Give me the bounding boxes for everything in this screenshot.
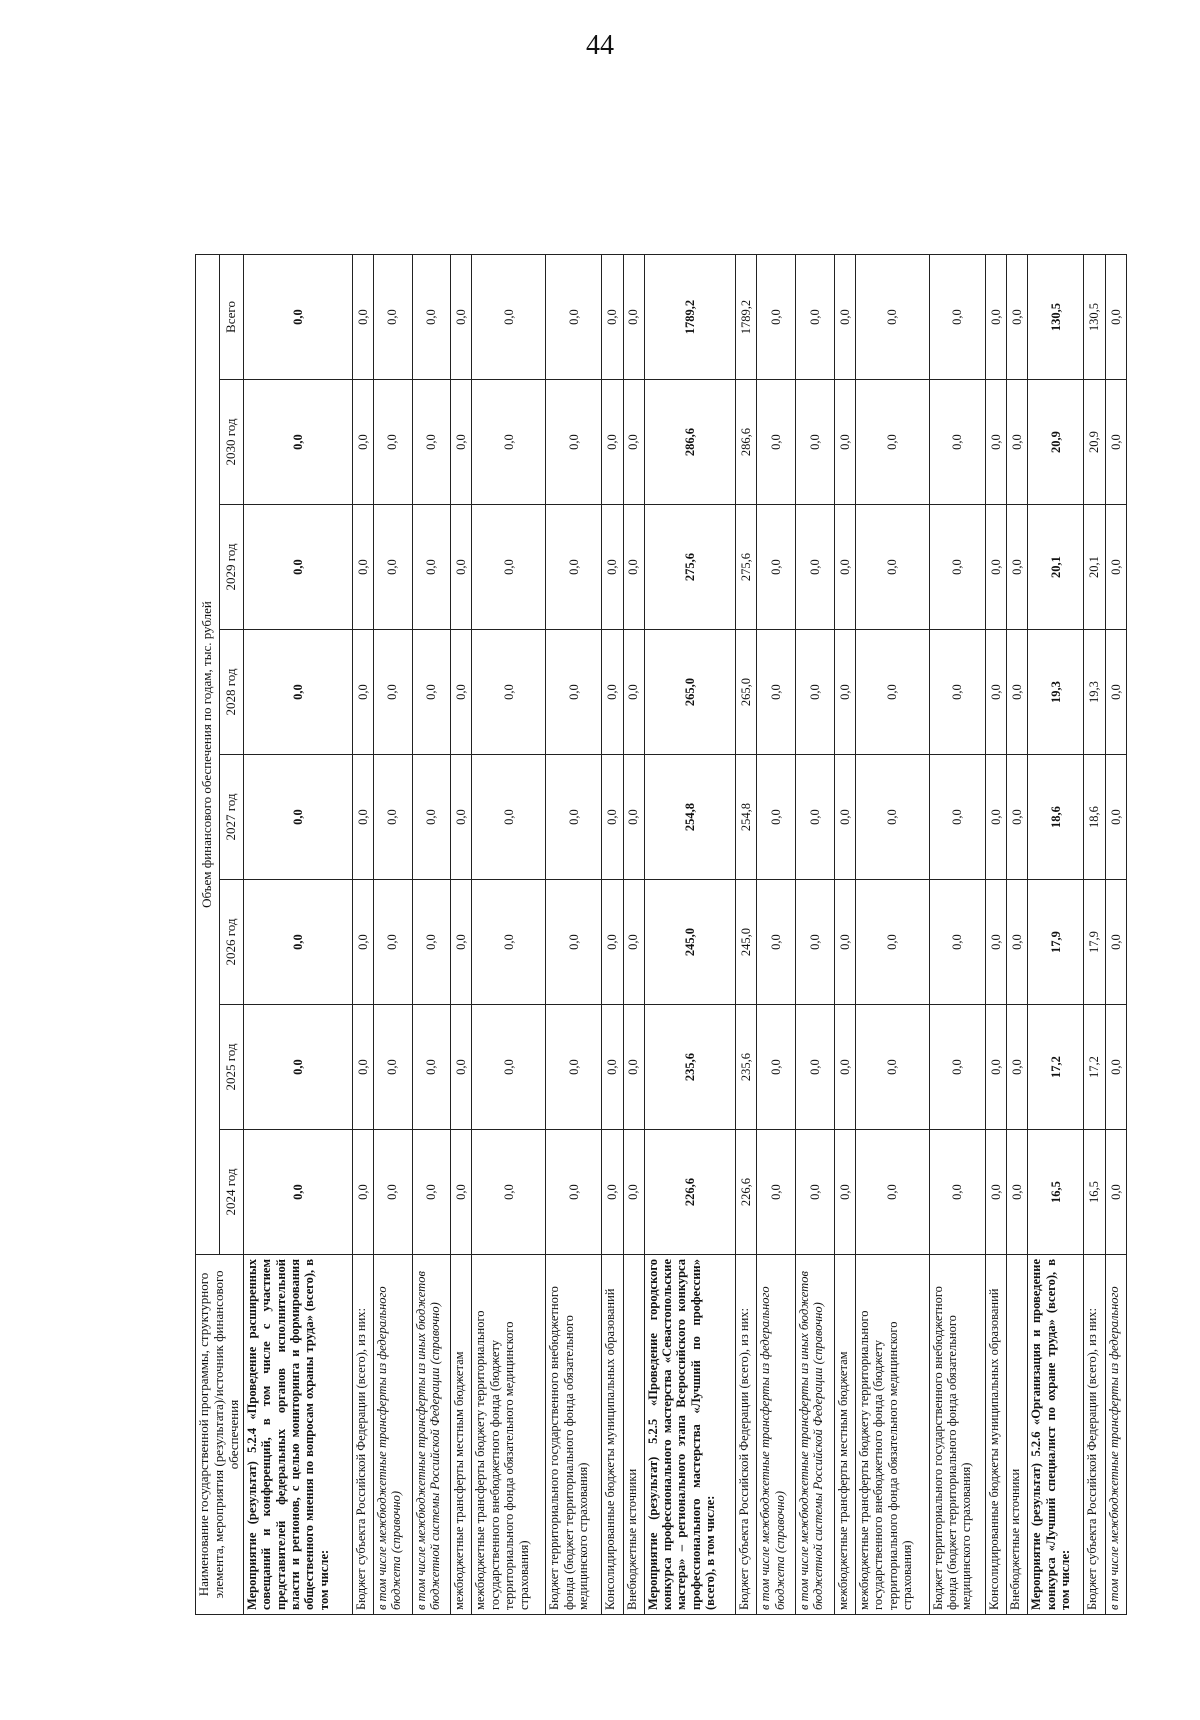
cell-value: 19,3: [1028, 630, 1084, 755]
cell-value: 0,0: [834, 880, 855, 1005]
cell-value: 18,6: [1084, 755, 1105, 880]
row-label: Бюджет территориального государственного внебюджетного фонда (бюджет территориального фонда обязательного медицинского страхования): [929, 1255, 985, 1615]
cell-value: 0,0: [373, 505, 412, 630]
cell-value: 0,0: [352, 380, 373, 505]
cell-value: 0,0: [451, 880, 472, 1005]
cell-value: 0,0: [546, 755, 602, 880]
cell-value: 0,0: [1006, 380, 1027, 505]
header-year: 2026 год: [219, 880, 243, 1005]
cell-value: 0,0: [602, 505, 623, 630]
cell-value: 265,0: [736, 630, 757, 755]
row-label: Бюджет территориального государственного внебюджетного фонда (бюджет территориального фонда обязательного медицинского страхования): [546, 1255, 602, 1615]
cell-value: 18,6: [1028, 755, 1084, 880]
cell-value: 0,0: [929, 505, 985, 630]
table-row: [373, 254, 412, 1614]
cell-value: 20,9: [1084, 380, 1105, 505]
cell-value: 0,0: [834, 380, 855, 505]
cell-value: 20,9: [1028, 380, 1084, 505]
row-label: Консолидированные бюджеты муниципальных образований: [985, 1255, 1006, 1615]
cell-value: 0,0: [929, 1005, 985, 1130]
cell-value: 0,0: [1006, 1005, 1027, 1130]
table-row: [985, 254, 1006, 1614]
cell-value: 0,0: [795, 1130, 834, 1255]
row-label: межбюджетные трансферты местным бюджетам: [834, 1255, 855, 1615]
cell-value: 0,0: [757, 880, 796, 1005]
cell-value: 17,2: [1028, 1005, 1084, 1130]
cell-value: 0,0: [855, 1130, 929, 1255]
row-label: Бюджет субъекта Российской Федерации (всего), из них:: [352, 1255, 373, 1615]
cell-value: 0,0: [834, 630, 855, 755]
header-total: Всего: [219, 254, 243, 379]
cell-value: 0,0: [373, 755, 412, 880]
table-row: [1006, 254, 1027, 1614]
cell-value: 0,0: [623, 880, 644, 1005]
row-label: Мероприятие (результат) 5.2.5 «Проведение городского конкурса профессионального мастерства «Севастопольские мастера» – регионального этапа Всероссийского конкурса профессионального мастерства «Лучший по профессии» (всего), в том числе:: [644, 1255, 735, 1615]
cell-value: 0,0: [451, 1005, 472, 1130]
cell-value: 226,6: [644, 1130, 735, 1255]
cell-value: 0,0: [412, 630, 451, 755]
cell-value: 0,0: [602, 380, 623, 505]
cell-value: 0,0: [352, 880, 373, 1005]
page-number: 44: [586, 30, 614, 61]
cell-total: 130,5: [1028, 254, 1084, 379]
cell-value: 0,0: [472, 1005, 546, 1130]
cell-value: 0,0: [1105, 505, 1126, 630]
cell-total: 0,0: [834, 254, 855, 379]
cell-value: 0,0: [602, 1130, 623, 1255]
cell-value: 0,0: [1006, 505, 1027, 630]
cell-value: 0,0: [855, 380, 929, 505]
table-row: [546, 254, 602, 1614]
cell-total: 0,0: [929, 254, 985, 379]
cell-value: 0,0: [757, 380, 796, 505]
cell-value: 16,5: [1028, 1130, 1084, 1255]
cell-value: 0,0: [451, 755, 472, 880]
cell-value: 0,0: [855, 630, 929, 755]
cell-value: 0,0: [546, 880, 602, 1005]
cell-value: 0,0: [1006, 755, 1027, 880]
cell-value: 20,1: [1084, 505, 1105, 630]
cell-value: 0,0: [243, 880, 352, 1005]
cell-value: 0,0: [985, 880, 1006, 1005]
cell-value: 0,0: [243, 1005, 352, 1130]
cell-value: 0,0: [795, 880, 834, 1005]
row-label: Внебюджетные источники: [623, 1255, 644, 1615]
cell-value: 265,0: [644, 630, 735, 755]
cell-value: 0,0: [855, 880, 929, 1005]
cell-value: 0,0: [472, 380, 546, 505]
cell-total: 0,0: [623, 254, 644, 379]
cell-value: 0,0: [757, 1005, 796, 1130]
cell-total: 1789,2: [736, 254, 757, 379]
cell-value: 0,0: [373, 880, 412, 1005]
cell-value: 0,0: [602, 1005, 623, 1130]
cell-value: 0,0: [985, 755, 1006, 880]
row-label: Бюджет субъекта Российской Федерации (всего), из них:: [1084, 1255, 1105, 1615]
cell-total: 0,0: [546, 254, 602, 379]
cell-value: 0,0: [929, 380, 985, 505]
cell-value: 17,9: [1028, 880, 1084, 1005]
cell-value: 0,0: [546, 1005, 602, 1130]
cell-total: 0,0: [1105, 254, 1126, 379]
cell-value: 0,0: [929, 1130, 985, 1255]
cell-total: 0,0: [855, 254, 929, 379]
cell-value: 0,0: [373, 630, 412, 755]
table-row-activity: [1028, 254, 1084, 1614]
cell-value: 0,0: [243, 755, 352, 880]
cell-value: 0,0: [412, 1005, 451, 1130]
cell-value: 235,6: [644, 1005, 735, 1130]
cell-value: 0,0: [757, 1130, 796, 1255]
table-row: [451, 254, 472, 1614]
header-year: 2029 год: [219, 505, 243, 630]
cell-value: 0,0: [1105, 880, 1126, 1005]
row-label: в том числе межбюджетные трансферты из иных бюджетов бюджетной системы Российской Федерации (справочно): [795, 1255, 834, 1615]
cell-value: 0,0: [623, 505, 644, 630]
cell-value: 0,0: [352, 1130, 373, 1255]
cell-value: 0,0: [855, 1005, 929, 1130]
row-label: Мероприятие (результат) 5.2.4 «Проведение расширенных совещаний и конференций, в том числе с участием представителей федеральных органов исполнительной власти и регионов, с целью мониторинга и формирования общественного мнения по вопросам охраны труда» (всего), в том числе:: [243, 1255, 352, 1615]
cell-value: 0,0: [795, 630, 834, 755]
cell-value: 0,0: [546, 380, 602, 505]
cell-value: 0,0: [352, 630, 373, 755]
cell-value: 0,0: [985, 505, 1006, 630]
cell-value: 0,0: [451, 380, 472, 505]
row-label: межбюджетные трансферты бюджету территориального государственного внебюджетного фонда (бюджету территориального фонда обязательного медицинского страхования): [472, 1255, 546, 1615]
cell-value: 0,0: [929, 755, 985, 880]
cell-value: 0,0: [623, 1130, 644, 1255]
cell-value: 0,0: [1105, 380, 1126, 505]
row-label: Внебюджетные источники: [1006, 1255, 1027, 1615]
cell-value: 0,0: [412, 755, 451, 880]
cell-value: 17,9: [1084, 880, 1105, 1005]
cell-value: 0,0: [834, 1130, 855, 1255]
table-row: [1105, 254, 1126, 1614]
cell-value: 0,0: [985, 380, 1006, 505]
row-label: межбюджетные трансферты бюджету территориального государственного внебюджетного фонда (бюджету территориального фонда обязательного медицинского страхования): [855, 1255, 929, 1615]
cell-total: 1789,2: [644, 254, 735, 379]
cell-value: 20,1: [1028, 505, 1084, 630]
table-row: [352, 254, 373, 1614]
cell-value: 0,0: [451, 630, 472, 755]
cell-value: 0,0: [602, 880, 623, 1005]
cell-value: 0,0: [373, 1005, 412, 1130]
cell-value: 0,0: [623, 1005, 644, 1130]
cell-value: 0,0: [623, 380, 644, 505]
cell-value: 0,0: [472, 880, 546, 1005]
row-label: в том числе межбюджетные трансферты из федерального бюджета (справочно): [373, 1255, 412, 1615]
cell-total: 0,0: [352, 254, 373, 379]
cell-value: 0,0: [412, 505, 451, 630]
cell-value: 17,2: [1084, 1005, 1105, 1130]
cell-value: 0,0: [757, 630, 796, 755]
cell-value: 0,0: [412, 1130, 451, 1255]
cell-value: 0,0: [472, 630, 546, 755]
rotated-table-container: [195, 255, 1123, 1615]
financing-table: [195, 254, 1127, 1615]
header-year: 2025 год: [219, 1005, 243, 1130]
cell-value: 0,0: [602, 755, 623, 880]
header-year: 2028 год: [219, 630, 243, 755]
cell-total: 0,0: [795, 254, 834, 379]
cell-value: 16,5: [1084, 1130, 1105, 1255]
cell-value: 0,0: [243, 505, 352, 630]
cell-value: 0,0: [1006, 630, 1027, 755]
header-name-column: Наименование государственной программы, структурного элемента, мероприятия (результата)/источник финансового обеспечения: [196, 1255, 244, 1615]
cell-value: 0,0: [795, 505, 834, 630]
cell-value: 0,0: [373, 380, 412, 505]
cell-value: 0,0: [1006, 1130, 1027, 1255]
row-label: Мероприятие (результат) 5.2.6 «Организация и проведение конкурса «Лучший специалист по охране труда» (всего), в том числе:: [1028, 1255, 1084, 1615]
cell-value: 0,0: [834, 1005, 855, 1130]
row-label: в том числе межбюджетные трансферты из федерального: [1105, 1255, 1126, 1615]
row-label: Бюджет субъекта Российской Федерации (всего), из них:: [736, 1255, 757, 1615]
cell-value: 226,6: [736, 1130, 757, 1255]
table-row: [795, 254, 834, 1614]
table-row: [929, 254, 985, 1614]
cell-total: 0,0: [412, 254, 451, 379]
cell-value: 275,6: [644, 505, 735, 630]
cell-value: 0,0: [929, 630, 985, 755]
table-row: [834, 254, 855, 1614]
cell-value: 0,0: [985, 1130, 1006, 1255]
cell-value: 0,0: [1105, 630, 1126, 755]
table-row: [623, 254, 644, 1614]
row-label: межбюджетные трансферты местным бюджетам: [451, 1255, 472, 1615]
cell-value: 0,0: [546, 630, 602, 755]
cell-value: 0,0: [985, 630, 1006, 755]
cell-total: 0,0: [1006, 254, 1027, 379]
cell-value: 0,0: [546, 1130, 602, 1255]
table-row-activity: [644, 254, 735, 1614]
header-row-group: [196, 254, 220, 1614]
cell-value: 0,0: [472, 1130, 546, 1255]
header-funding-group: Объем финансового обеспечения по годам, тыс. рублей: [196, 254, 220, 1254]
cell-value: 0,0: [795, 1005, 834, 1130]
cell-value: 0,0: [602, 630, 623, 755]
cell-total: 0,0: [243, 254, 352, 379]
cell-value: 0,0: [1105, 1005, 1126, 1130]
cell-value: 0,0: [1105, 755, 1126, 880]
header-year: 2030 год: [219, 380, 243, 505]
cell-total: 0,0: [985, 254, 1006, 379]
header-year: 2027 год: [219, 755, 243, 880]
table-row: [1084, 254, 1105, 1614]
table-row: [602, 254, 623, 1614]
cell-value: 0,0: [834, 505, 855, 630]
cell-total: 0,0: [472, 254, 546, 379]
cell-value: 0,0: [795, 755, 834, 880]
cell-value: 235,6: [736, 1005, 757, 1130]
cell-value: 245,0: [644, 880, 735, 1005]
cell-value: 0,0: [373, 1130, 412, 1255]
cell-value: 0,0: [834, 755, 855, 880]
cell-value: 0,0: [795, 380, 834, 505]
table-row-activity: [243, 254, 352, 1614]
cell-total: 0,0: [451, 254, 472, 379]
cell-value: 0,0: [243, 1130, 352, 1255]
cell-value: 0,0: [352, 505, 373, 630]
cell-value: 0,0: [472, 505, 546, 630]
cell-value: 0,0: [352, 1005, 373, 1130]
cell-value: 0,0: [352, 755, 373, 880]
cell-value: 0,0: [243, 630, 352, 755]
cell-value: 0,0: [623, 755, 644, 880]
cell-value: 254,8: [644, 755, 735, 880]
cell-value: 0,0: [623, 630, 644, 755]
table-row: [736, 254, 757, 1614]
table-row: [412, 254, 451, 1614]
cell-value: 0,0: [546, 505, 602, 630]
cell-value: 0,0: [451, 505, 472, 630]
cell-value: 0,0: [1105, 1130, 1126, 1255]
cell-value: 0,0: [412, 380, 451, 505]
cell-value: 0,0: [472, 755, 546, 880]
cell-value: 19,3: [1084, 630, 1105, 755]
cell-value: 0,0: [1006, 880, 1027, 1005]
cell-value: 0,0: [929, 880, 985, 1005]
cell-value: 0,0: [451, 1130, 472, 1255]
header-year: 2024 год: [219, 1130, 243, 1255]
table-row: [757, 254, 796, 1614]
cell-total: 0,0: [757, 254, 796, 379]
table-body: [243, 254, 1126, 1614]
cell-value: 0,0: [757, 505, 796, 630]
cell-value: 254,8: [736, 755, 757, 880]
cell-value: 286,6: [644, 380, 735, 505]
cell-value: 245,0: [736, 880, 757, 1005]
cell-total: 0,0: [373, 254, 412, 379]
cell-value: 0,0: [757, 755, 796, 880]
cell-value: 286,6: [736, 380, 757, 505]
table-row: [472, 254, 546, 1614]
cell-value: 0,0: [855, 755, 929, 880]
cell-value: 0,0: [985, 1005, 1006, 1130]
cell-value: 275,6: [736, 505, 757, 630]
cell-total: 130,5: [1084, 254, 1105, 379]
row-label: в том числе межбюджетные трансферты из иных бюджетов бюджетной системы Российской Федерации (справочно): [412, 1255, 451, 1615]
table-row: [855, 254, 929, 1614]
cell-value: 0,0: [412, 880, 451, 1005]
cell-value: 0,0: [243, 380, 352, 505]
cell-total: 0,0: [602, 254, 623, 379]
row-label: Консолидированные бюджеты муниципальных образований: [602, 1255, 623, 1615]
row-label: в том числе межбюджетные трансферты из федерального бюджета (справочно): [757, 1255, 796, 1615]
cell-value: 0,0: [855, 505, 929, 630]
